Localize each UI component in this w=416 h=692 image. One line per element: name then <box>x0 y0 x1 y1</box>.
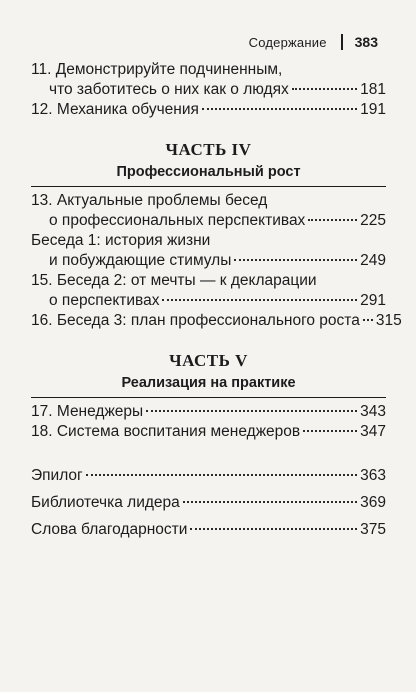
toc-entry-last-line <box>31 402 386 422</box>
part-title: ЧАСТЬ V <box>169 351 248 370</box>
dot-leader <box>162 299 357 301</box>
toc-entry-line: 11. Демонстрируйте подчиненным, <box>31 61 283 78</box>
toc-page-number: 181 <box>360 81 386 98</box>
toc-entry-last-line <box>31 493 386 513</box>
part-subtitle: Реализация на практике <box>121 375 296 391</box>
page-number: 383 <box>354 34 378 50</box>
dot-leader <box>146 410 357 412</box>
toc-entry-last-line <box>31 291 386 311</box>
toc-entry-text: Слова благодарности <box>31 521 188 538</box>
toc-entry-text: о перспективах <box>49 292 160 309</box>
toc-entry-text: 12. Механика обучения <box>31 101 199 118</box>
toc-page-number: 343 <box>360 403 386 420</box>
dot-leader <box>308 219 357 221</box>
toc-page-number: 191 <box>360 101 386 118</box>
toc-entry-12[interactable] <box>31 100 386 120</box>
toc-page-number: 363 <box>360 467 386 484</box>
table-of-contents <box>31 60 402 540</box>
dot-leader <box>363 319 373 321</box>
toc-page-number: 369 <box>360 494 386 511</box>
toc-entry-last-line <box>31 422 386 442</box>
toc-entry-line: 13. Актуальные проблемы бесед <box>31 192 268 209</box>
part-rule <box>31 397 386 398</box>
toc-entry-18[interactable] <box>31 422 386 442</box>
toc-entry-last-line <box>31 520 386 540</box>
toc-entry-last-line <box>31 466 386 486</box>
toc-page-number: 249 <box>360 252 386 269</box>
toc-entry-16[interactable] <box>31 311 402 331</box>
toc-page-number: 291 <box>360 292 386 309</box>
spacer <box>31 442 386 466</box>
toc-entry-text: Библиотечка лидера <box>31 494 180 511</box>
part-title: ЧАСТЬ IV <box>165 140 252 159</box>
toc-entry-line: 15. Беседа 2: от мечты — к декларации <box>31 272 317 289</box>
toc-entry-last-line <box>31 100 386 120</box>
toc-entry-15[interactable] <box>31 271 386 311</box>
header-divider <box>341 34 343 50</box>
part-subtitle: Профессиональный рост <box>116 164 301 180</box>
running-header <box>249 34 378 50</box>
toc-entry-text: и побуждающие стимулы <box>49 252 232 269</box>
toc-page-number: 315 <box>375 312 402 329</box>
toc-entry-last-line <box>31 80 386 100</box>
toc-entry-text: о профессиональных перспективах <box>49 212 306 229</box>
dot-leader <box>190 528 357 530</box>
toc-entry-text: 17. Менеджеры <box>31 403 144 420</box>
toc-entry-last-line <box>31 311 402 331</box>
dot-leader <box>86 474 357 476</box>
toc-entry-library[interactable] <box>31 493 386 513</box>
toc-entry-text: 18. Система воспитания менеджеров <box>31 423 301 440</box>
toc-entry-17[interactable] <box>31 402 386 422</box>
dot-leader <box>303 430 357 432</box>
toc-entry-text: 16. Беседа 3: план профессионального роста <box>31 312 360 329</box>
toc-entry-line: Беседа 1: история жизни <box>31 232 211 249</box>
section-title: Содержание <box>248 34 327 50</box>
toc-entry-11[interactable] <box>31 60 386 100</box>
toc-page-number: 225 <box>360 212 386 229</box>
dot-leader <box>183 501 357 503</box>
dot-leader <box>292 88 357 90</box>
toc-entry-last-line <box>31 211 386 231</box>
dot-leader <box>234 259 357 261</box>
toc-page-number: 347 <box>360 423 386 440</box>
toc-entry-acknowledgements[interactable] <box>31 520 386 540</box>
toc-page-number: 375 <box>360 521 386 538</box>
toc-entry-14[interactable] <box>31 231 386 271</box>
part-rule <box>31 186 386 187</box>
toc-entry-text: Эпилог <box>31 467 83 484</box>
toc-entry-text: что заботитесь о них как о людях <box>49 81 289 98</box>
dot-leader <box>202 108 357 110</box>
toc-entry-13[interactable] <box>31 191 386 231</box>
toc-entry-last-line <box>31 251 386 271</box>
toc-entry-epilogue[interactable] <box>31 466 386 486</box>
